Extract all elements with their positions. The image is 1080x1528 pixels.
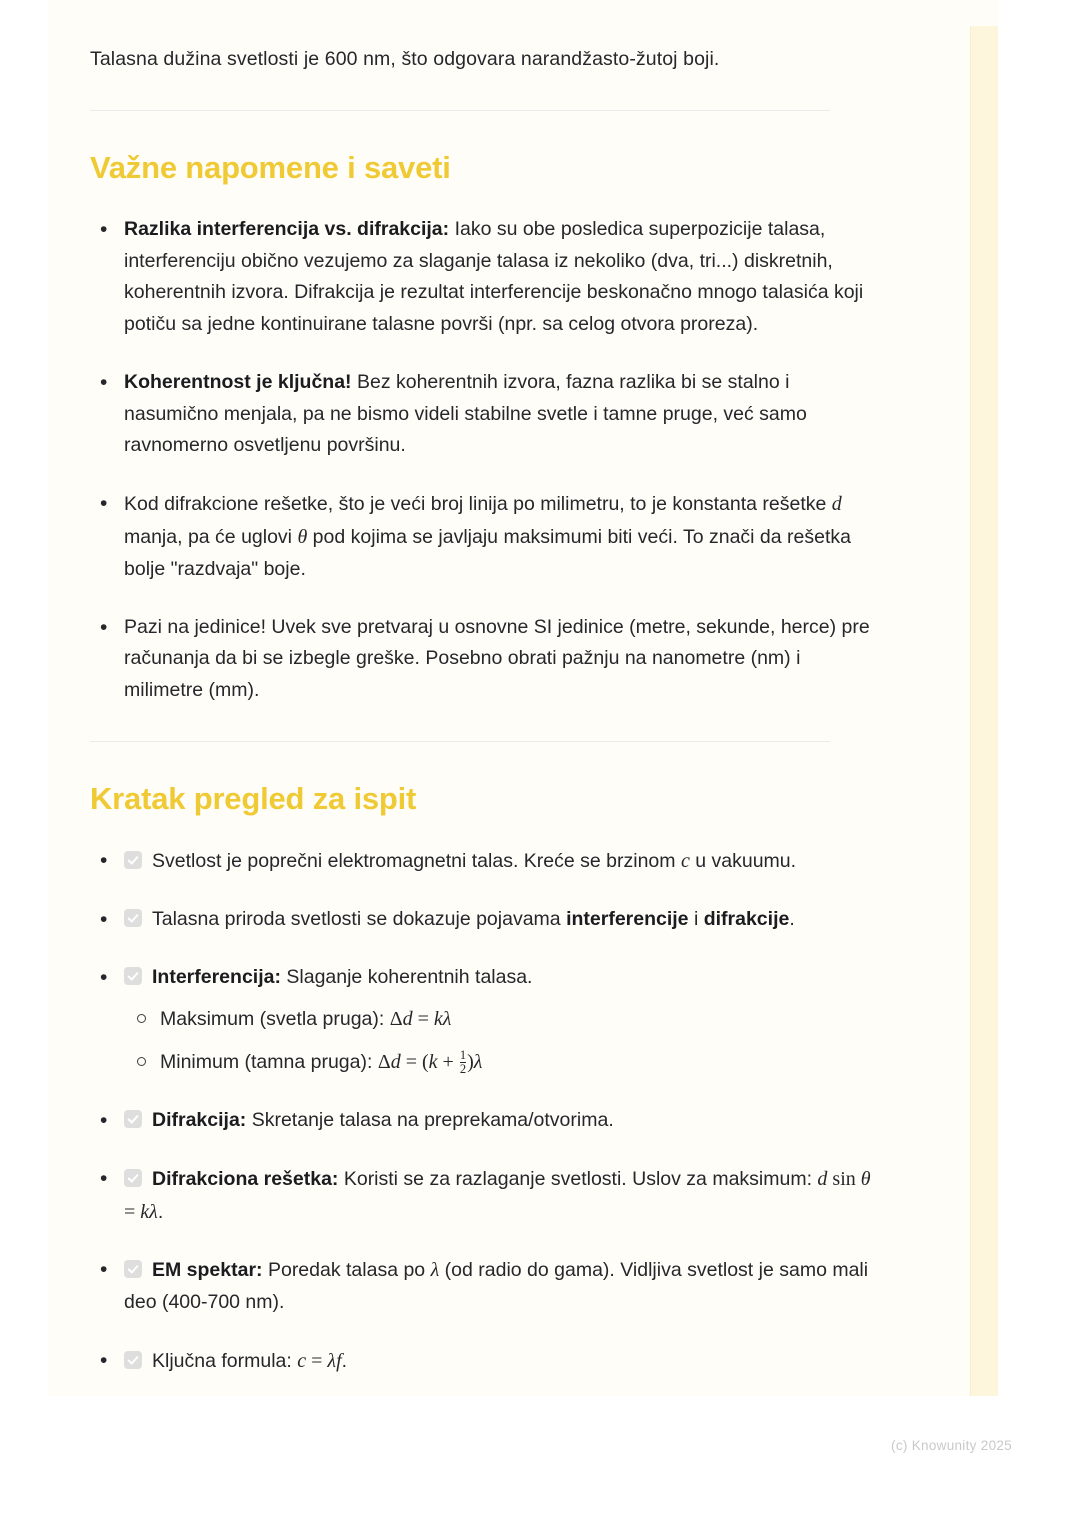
- math-theta-grating: θ: [860, 1167, 871, 1190]
- review-text-7b: .: [341, 1349, 348, 1372]
- math-delta-min: Δ: [377, 1051, 391, 1074]
- math-var-d: d: [831, 493, 842, 516]
- section-title-tips: Važne napomene i saveti: [90, 149, 451, 185]
- math-eq-formula: =: [306, 1349, 328, 1372]
- review-text-6b: (od radio do gama). Vidljiva svetlost je samo mali deo (400-700 nm).: [124, 1259, 869, 1314]
- review-lead-6: EM spektar:: [152, 1259, 263, 1282]
- sub-list-item-minimum: [124, 1046, 880, 1079]
- review-text-6a: Poredak talasa po: [262, 1259, 431, 1282]
- review-text-3a: Slaganje koherentnih talasa.: [280, 965, 533, 988]
- list-item: [90, 488, 880, 585]
- review-lead-3: Interferencija:: [152, 965, 281, 988]
- interference-sublist: [124, 1003, 880, 1079]
- math-lambda-spectrum: λ: [430, 1259, 440, 1282]
- checked-checkbox-icon: [124, 1351, 142, 1369]
- review-lead-4: Difrakcija:: [152, 1109, 247, 1132]
- tip-body-4: Pazi na jedinice! Uvek sve pretvaraj u osnovne SI jedinice (metre, sekunde, herce) pre računanja da bi se izbegle greške. Posebno obrati pažnju na nanometre (nm) i milimetre (mm).: [124, 615, 870, 702]
- review-bold-2a: interferencije: [566, 907, 689, 930]
- math-close-min: ): [467, 1051, 474, 1074]
- sub-list-item-maximum: [124, 1003, 880, 1036]
- review-text-2a: Talasna priroda svetlosti se dokazuje pojavama: [152, 907, 567, 930]
- math-eq-min: = (: [400, 1051, 429, 1074]
- math-f-formula: f: [336, 1349, 342, 1372]
- list-item-diffraction: [90, 1105, 880, 1137]
- math-eq-grating: =: [124, 1200, 141, 1223]
- math-delta-max: Δ: [389, 1008, 403, 1031]
- math-k-grating: k: [140, 1200, 150, 1223]
- math-d-grating: d: [817, 1167, 828, 1190]
- math-lambda-min: λ: [473, 1051, 483, 1074]
- list-item-em-spectrum: [90, 1254, 880, 1319]
- math-var-theta: θ: [297, 526, 308, 549]
- tip-body-1: Iako su obe posledica superpozicije talasa, interferenciju obično vezujemo za slaganje talasa iz nekoliko (dva, tri...) diskretnih, koherentnih izvora. Difrakcija je rezultat interferencije beskonačno mnogo talasića koji potiču sa jedne kontinuirane talasne površi (npr. sa celog otvora proreza).: [124, 217, 864, 336]
- math-c-formula: c: [297, 1349, 307, 1372]
- tip-part-b-3: manja, pa će uglovi: [124, 526, 298, 549]
- review-text-2c: .: [789, 907, 795, 930]
- page-edge-strip: [970, 26, 998, 1396]
- tip-lead-2: Koherentnost je ključna!: [124, 370, 352, 393]
- review-text-7a: Ključna formula:: [152, 1349, 298, 1372]
- list-item: [90, 214, 880, 341]
- math-d-min: d: [390, 1051, 401, 1074]
- list-item: [90, 612, 880, 707]
- footer-copyright: (c) Knowunity 2025: [891, 1438, 1012, 1453]
- list-item: [90, 367, 880, 462]
- review-text-5a: Koristi se za razlaganje svetlosti. Uslov za maksimum:: [338, 1167, 818, 1190]
- list-item-diffraction-grating: [90, 1163, 880, 1229]
- checked-checkbox-icon: [124, 909, 142, 927]
- math-k-max: k: [433, 1008, 443, 1031]
- math-lambda-formula: λ: [327, 1349, 337, 1372]
- fraction-denominator: 2: [459, 1062, 467, 1077]
- list-item-light-em-wave: [90, 845, 880, 878]
- checked-checkbox-icon: [124, 851, 142, 869]
- fraction-numerator: 1: [459, 1048, 467, 1063]
- list-item-interference: [90, 962, 880, 1079]
- checked-checkbox-icon: [124, 967, 142, 985]
- review-text-4a: Skretanje talasa na preprekama/otvorima.: [246, 1109, 614, 1132]
- math-fraction-half: [460, 1049, 466, 1076]
- review-text-5b: .: [157, 1200, 164, 1223]
- sub-label-max: Maksimum (svetla pruga):: [160, 1008, 390, 1031]
- math-eq-max: =: [412, 1008, 434, 1031]
- math-var-c: c: [680, 850, 690, 873]
- math-lambda-grating: λ: [149, 1200, 158, 1223]
- intro-paragraph: Talasna dužina svetlosti je 600 nm, što odgovara narandžasto-žutoj boji.: [90, 48, 720, 70]
- list-item-wave-nature: [90, 904, 880, 936]
- review-list: [90, 845, 880, 1378]
- tip-part-c-3: pod kojima se javljaju maksimumi biti veći. To znači da rešetka bolje "razdvaja" boje.: [124, 526, 851, 580]
- document-content: [90, 0, 880, 1378]
- document-page-card: [48, 0, 998, 1396]
- sub-label-min: Minimum (tamna pruga):: [160, 1051, 378, 1074]
- math-plus-min: +: [437, 1051, 459, 1074]
- tip-body-2: Bez koherentnih izvora, fazna razlika bi se stalno i nasumično menjala, pa ne bismo videli stabilne svetle i tamne pruge, već samo ravnomerno osvetljenu površinu.: [124, 370, 807, 457]
- list-item-key-formula: [90, 1345, 880, 1378]
- checked-checkbox-icon: [124, 1110, 142, 1128]
- review-lead-5: Difrakciona rešetka:: [152, 1167, 339, 1190]
- checked-checkbox-icon: [124, 1169, 142, 1187]
- tip-part-a-3: Kod difrakcione rešetke, što je veći broj linija po milimetru, to je konstanta rešetke: [124, 493, 832, 516]
- tips-list: [90, 214, 880, 707]
- review-text-1a: Svetlost je poprečni elektromagnetni talas. Kreće se brzinom: [152, 850, 681, 873]
- math-d-max: d: [402, 1008, 413, 1031]
- review-text-1b: u vakuumu.: [689, 850, 797, 873]
- review-bold-2b: difrakcije: [703, 907, 790, 930]
- tip-lead-1: Razlika interferencija vs. difrakcija:: [124, 217, 450, 240]
- checked-checkbox-icon: [124, 1260, 142, 1278]
- math-sin-grating: sin: [827, 1167, 861, 1190]
- math-k-min: k: [428, 1051, 438, 1074]
- math-lambda-max: λ: [442, 1008, 452, 1031]
- review-text-2b: i: [688, 907, 704, 930]
- section-title-review: Kratak pregled za ispit: [90, 780, 417, 816]
